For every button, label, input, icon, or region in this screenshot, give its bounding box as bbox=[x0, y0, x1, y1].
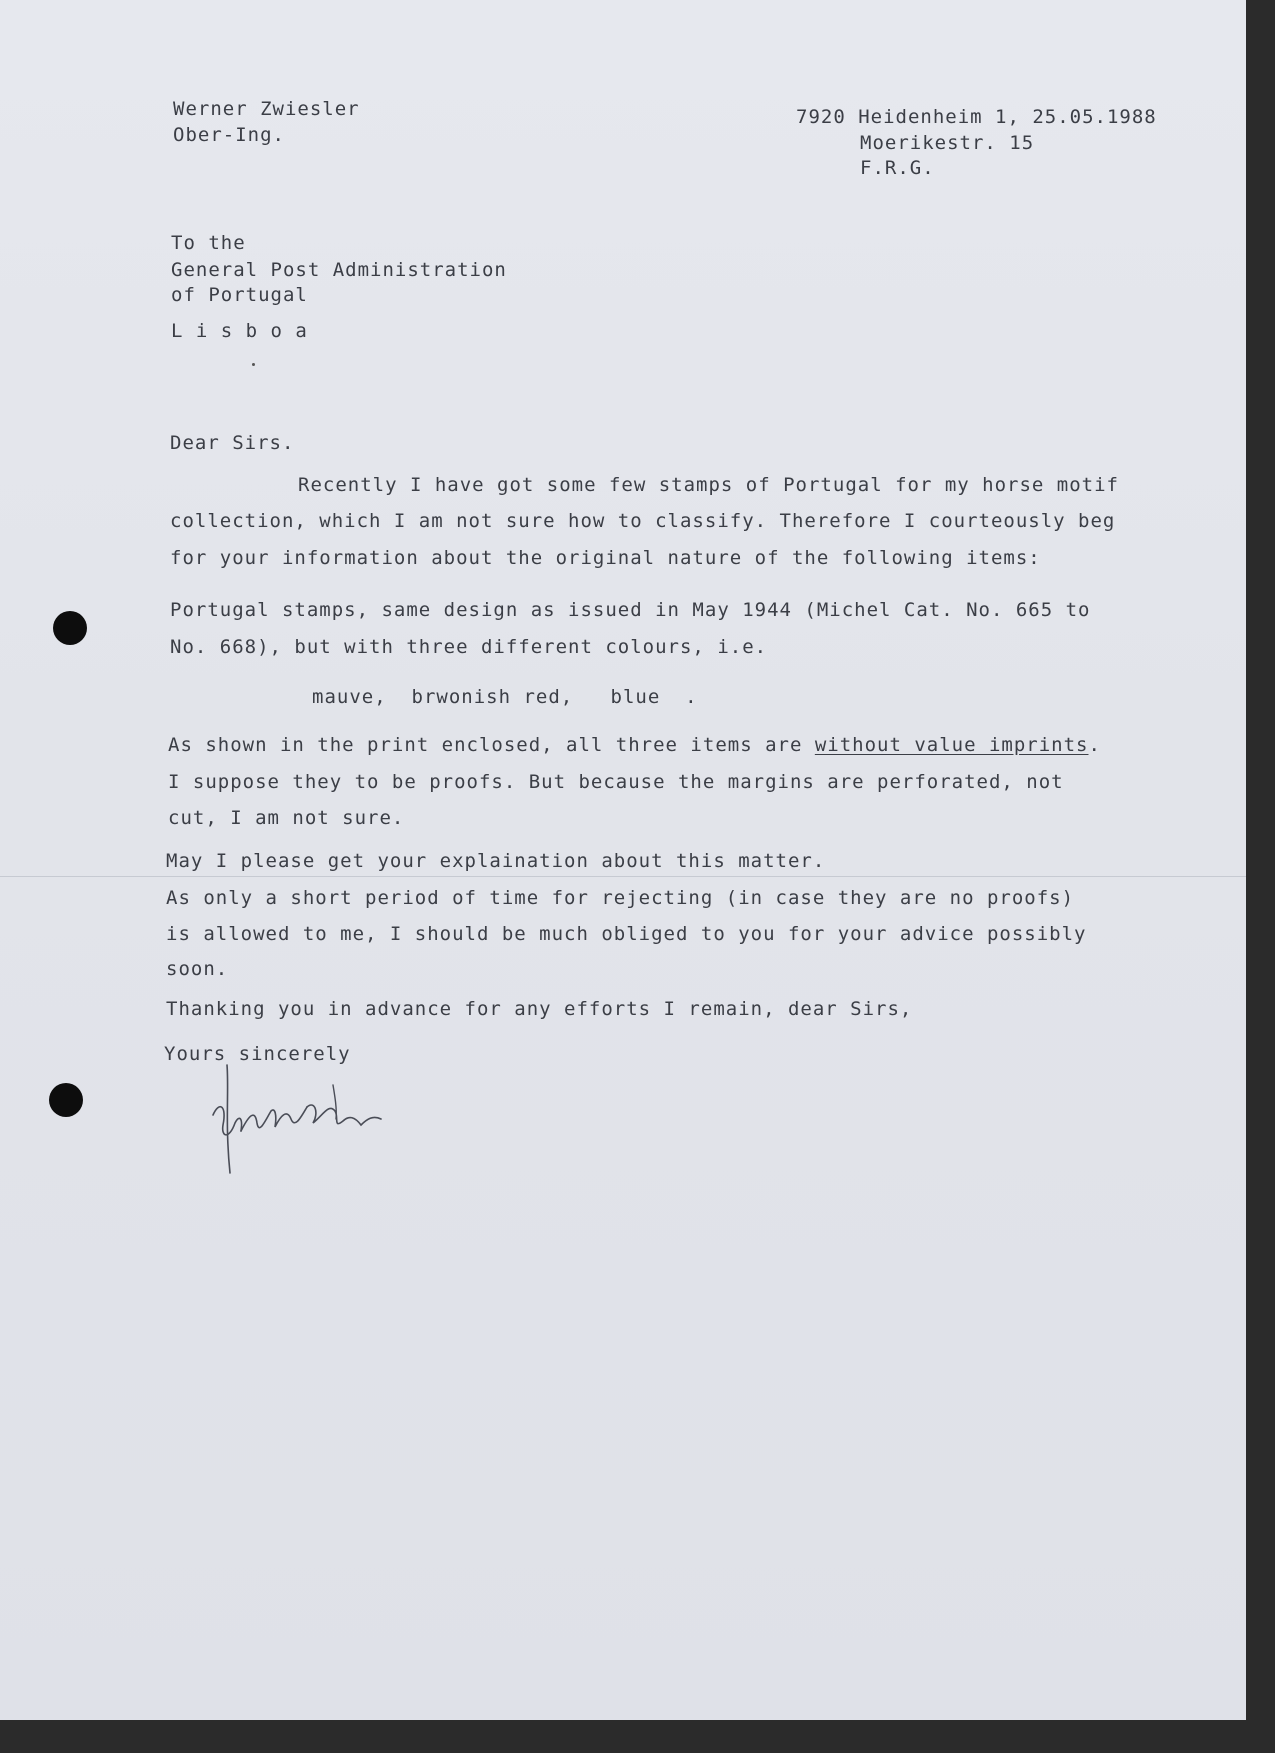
paper-fold-line bbox=[0, 876, 1246, 877]
body-p3-line1 bbox=[168, 732, 1101, 758]
sender-address-street: Moerikestr. 15 bbox=[860, 132, 1035, 154]
salutation: Dear Sirs. bbox=[170, 432, 295, 454]
stray-ink-dot bbox=[252, 363, 255, 366]
body-p1-line2: collection, which I am not sure how to classify. Therefore I courteously beg bbox=[170, 510, 1116, 532]
sender-address-country: F.R.G. bbox=[860, 157, 935, 179]
body-p4: May I please get your explaination about this matter. bbox=[166, 850, 826, 872]
body-p5-line2: is allowed to me, I should be much obliged to you for your advice possibly bbox=[166, 923, 1087, 945]
sender-name: Werner Zwiesler bbox=[173, 98, 360, 120]
sender-title: Ober-Ing. bbox=[173, 124, 285, 146]
body-p3-line2: I suppose they to be proofs. But because the margins are perforated, not bbox=[168, 771, 1064, 793]
punch-hole-bottom bbox=[49, 1083, 83, 1117]
underlined-phrase: without value imprints bbox=[814, 734, 1089, 756]
body-p2-line1: Portugal stamps, same design as issued in May 1944 (Michel Cat. No. 665 to bbox=[170, 599, 1091, 621]
recipient-line-2: General Post Administration bbox=[171, 259, 507, 281]
colour-list: mauve, brwonish red, blue . bbox=[312, 686, 698, 708]
recipient-line-1: To the bbox=[171, 232, 246, 254]
body-p3-line3: cut, I am not sure. bbox=[168, 807, 405, 829]
body-p5-line1: As only a short period of time for rejecting (in case they are no proofs) bbox=[166, 887, 1075, 909]
body-p3-line1-end: . bbox=[1088, 734, 1101, 756]
body-p1-line3: for your information about the original nature of the following items: bbox=[170, 547, 1041, 569]
sender-address-city-date: 7920 Heidenheim 1, 25.05.1988 bbox=[796, 106, 1157, 128]
punch-hole-top bbox=[53, 611, 87, 645]
body-p5-line3: soon. bbox=[166, 958, 229, 980]
body-p6: Thanking you in advance for any efforts I remain, dear Sirs, bbox=[166, 998, 913, 1020]
body-p3-line1-start: As shown in the print enclosed, all three items are bbox=[168, 734, 815, 756]
body-p1-line1: Recently I have got some few stamps of Portugal for my horse motif bbox=[298, 474, 1119, 496]
handwritten-signature bbox=[205, 1045, 405, 1195]
recipient-line-3: of Portugal bbox=[171, 284, 308, 306]
recipient-city: L i s b o a bbox=[171, 320, 308, 342]
body-p2-line2: No. 668), but with three different colours, i.e. bbox=[170, 636, 768, 658]
closing: Yours sincerely bbox=[164, 1043, 351, 1065]
